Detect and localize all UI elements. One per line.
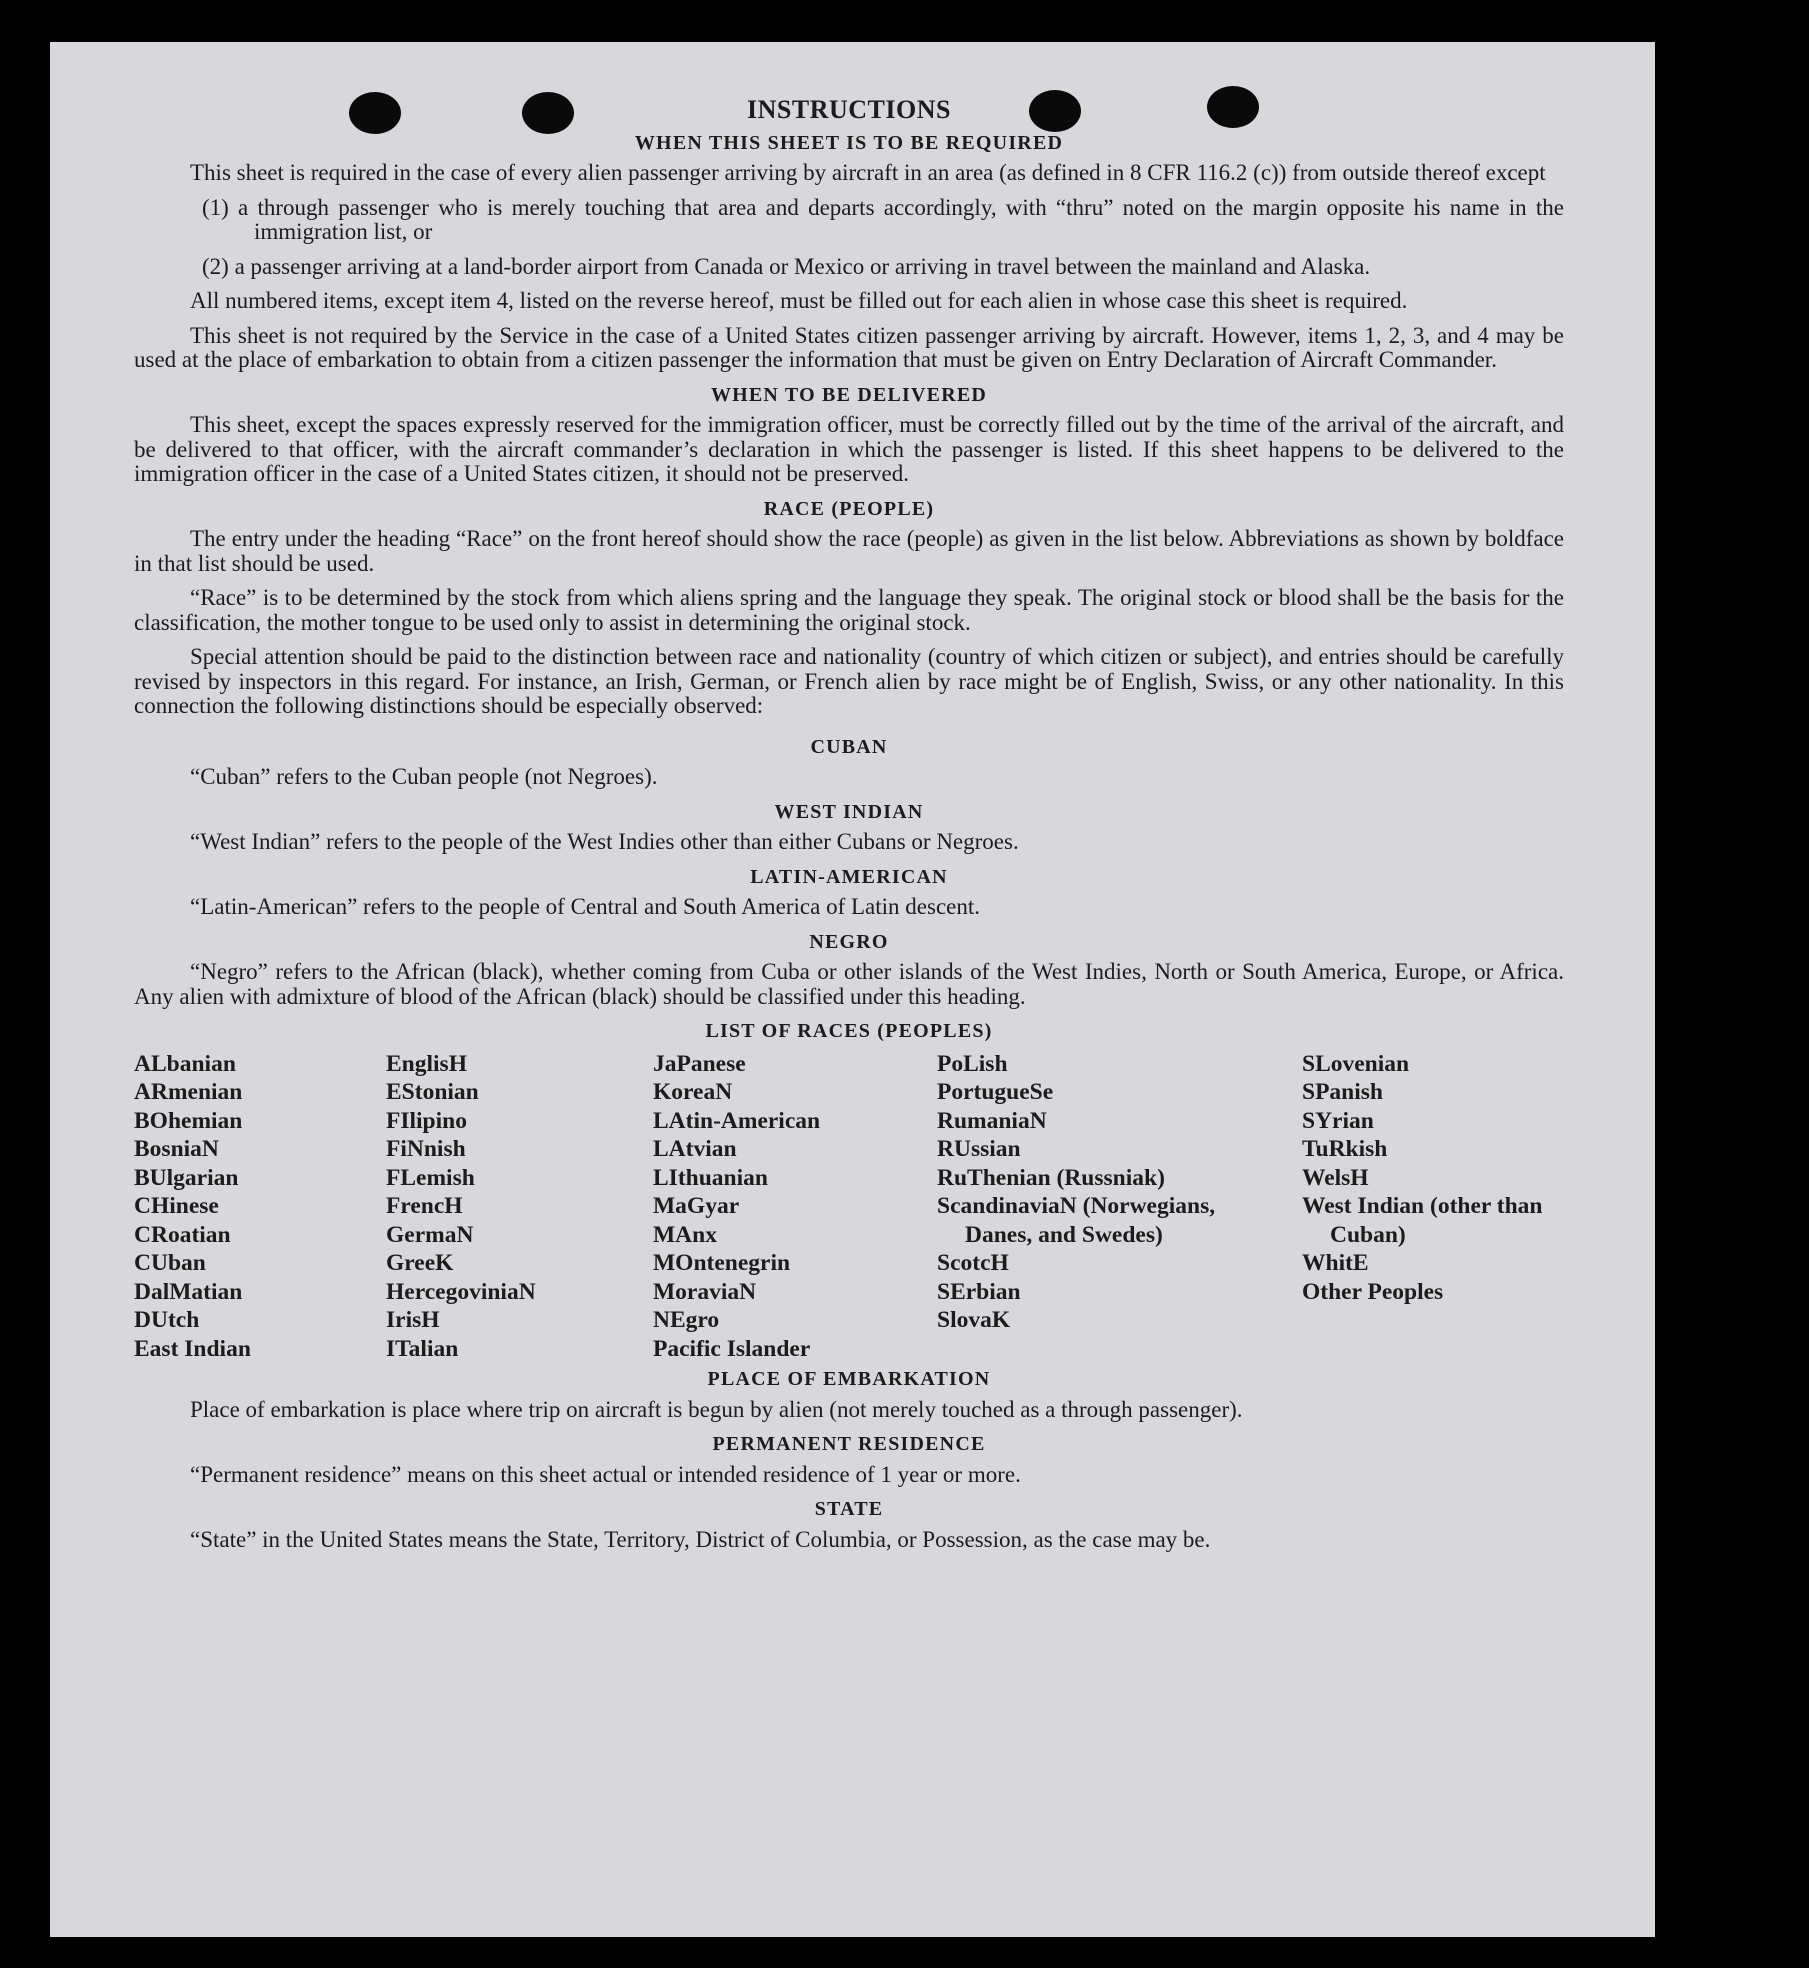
race-entry: ALbanian	[134, 1050, 236, 1077]
race-entry: CHinese	[134, 1193, 219, 1219]
section-heading-when-required: WHEN THIS SHEET IS TO BE REQUIRED	[634, 131, 1064, 154]
numbered-item: (2) a passenger arriving at a land-border airport from Canada or Mexico or arriving in travel between the mainland and Alaska.	[202, 253, 1371, 279]
paragraph: “Latin-American” refers to the people of Central and South America of Latin descent.	[190, 894, 980, 919]
race-entry: WhitE	[1302, 1250, 1369, 1276]
race-entry: KoreaN	[653, 1079, 733, 1105]
race-entry: MOntenegrin	[653, 1250, 791, 1276]
document-content	[134, 95, 1564, 1562]
race-entry: EnglisH	[386, 1050, 467, 1077]
race-entry: ScandinaviaN (Norwegians, Danes, and Swedes)	[937, 1193, 1216, 1248]
race-entry: ITalian	[386, 1335, 459, 1362]
race-column	[386, 1050, 653, 1364]
race-entry: MaGyar	[653, 1193, 740, 1219]
race-entry: GermaN	[386, 1221, 474, 1248]
race-entry: RumaniaN	[937, 1107, 1047, 1134]
race-entry: TuRkish	[1302, 1136, 1388, 1162]
race-entry: FLemish	[386, 1164, 475, 1191]
race-entry: RuThenian (Russniak)	[937, 1164, 1165, 1191]
section-heading-latin-american: LATIN-AMERICAN	[750, 865, 948, 888]
race-entry: EStonian	[386, 1079, 479, 1105]
race-entry: HercegoviniaN	[386, 1278, 536, 1305]
race-entry: LAtin-American	[653, 1107, 821, 1134]
race-entry: JaPanese	[653, 1050, 746, 1077]
paragraph: All numbered items, except item 4, listed on the reverse hereof, must be filled out for each alien in whose case this sheet is required.	[190, 288, 1408, 313]
race-entry: LIthuanian	[653, 1164, 768, 1191]
section-heading-list-of-races: LIST OF RACES (PEOPLES)	[705, 1020, 993, 1042]
race-entry: FIlipino	[386, 1107, 467, 1134]
race-entry: MoraviaN	[653, 1278, 757, 1305]
document-sheet	[50, 42, 1655, 1937]
section-heading-state: STATE	[814, 1498, 884, 1520]
paragraph: “Cuban” refers to the Cuban people (not Negroes).	[190, 764, 658, 789]
race-entry: MAnx	[653, 1221, 717, 1248]
race-entry: NEgro	[653, 1307, 720, 1333]
numbered-item: (1) a through passenger who is merely touching that area and departs accordingly, with “thru” noted on the margin opposite his name in the immigration list, or	[202, 194, 1564, 244]
section-heading-west-indian: WEST INDIAN	[774, 800, 924, 823]
race-entry: ScotcH	[937, 1250, 1009, 1276]
race-entry: East Indian	[134, 1335, 251, 1362]
section-heading-race: RACE (PEOPLE)	[763, 497, 935, 520]
race-list	[134, 1050, 1564, 1364]
race-entry: RUssian	[937, 1136, 1021, 1162]
section-heading-when-delivered: WHEN TO BE DELIVERED	[710, 383, 988, 406]
race-column	[134, 1050, 386, 1364]
race-entry: SPanish	[1302, 1079, 1383, 1105]
section-heading-negro: NEGRO	[809, 930, 889, 953]
paragraph: This sheet is required in the case of every alien passenger arriving by aircraft in an area (as defined in 8 CFR 116.2 (c)) from outside thereof except	[190, 160, 1546, 185]
paragraph: “Permanent residence” means on this sheet actual or intended residence of 1 year or more.	[190, 1461, 1021, 1487]
race-entry: WelsH	[1302, 1164, 1369, 1191]
race-entry: SlovaK	[937, 1307, 1011, 1333]
race-entry: FrencH	[386, 1193, 463, 1219]
race-entry: SErbian	[937, 1278, 1021, 1305]
race-entry: BUlgarian	[134, 1164, 239, 1191]
race-entry: FiNnish	[386, 1136, 466, 1162]
race-entry: PortugueSe	[937, 1079, 1054, 1105]
race-column	[1302, 1050, 1564, 1364]
race-entry: Other Peoples	[1302, 1278, 1444, 1305]
race-entry: West Indian (other than Cuban)	[1302, 1193, 1543, 1248]
paragraph: “West Indian” refers to the people of the West Indies other than either Cubans or Negroes.	[190, 829, 1019, 854]
race-entry: LAtvian	[653, 1136, 737, 1162]
race-entry: CUban	[134, 1250, 206, 1276]
race-entry: Pacific Islander	[653, 1335, 811, 1362]
paragraph: The entry under the heading “Race” on the front hereof should show the race (people) as given in the list below. Abbreviations as shown by boldface in that list should be used.	[134, 526, 1564, 576]
paragraph: “State” in the United States means the State, Territory, District of Columbia, or Possession, as the case may be.	[190, 1526, 1211, 1552]
race-entry: BOhemian	[134, 1107, 243, 1134]
section-heading-cuban: CUBAN	[810, 735, 888, 758]
race-entry: DalMatian	[134, 1278, 243, 1305]
race-entry: IrisH	[386, 1307, 440, 1333]
race-entry: CRoatian	[134, 1221, 231, 1248]
paragraph: Special attention should be paid to the distinction between race and nationality (country of which citizen or subject), and entries should be carefully revised by inspectors in this regard. For instance, an Irish, German, or French alien by race might be of English, Swiss, or any other nationality. In this connection the following distinctions should be especially observed:	[134, 644, 1564, 718]
race-column	[937, 1050, 1302, 1364]
race-column	[653, 1050, 937, 1364]
race-entry: PoLish	[937, 1050, 1008, 1077]
section-heading-permanent-residence: PERMANENT RESIDENCE	[712, 1433, 986, 1455]
race-entry: SYrian	[1302, 1107, 1374, 1134]
paragraph: This sheet is not required by the Service in the case of a United States citizen passenger arriving by aircraft. However, items 1, 2, 3, and 4 may be used at the place of embarkation to obtain from a citizen passenger the information that must be given on Entry Declaration of Aircraft Commander.	[134, 322, 1564, 372]
race-entry: DUtch	[134, 1307, 200, 1333]
paragraph: “Race” is to be determined by the stock from which aliens spring and the language they speak. The original stock or blood shall be the basis for the classification, the mother tongue to be used only to assist in determining the original stock.	[134, 585, 1564, 635]
page-title: INSTRUCTIONS	[747, 95, 951, 124]
race-entry: BosniaN	[134, 1136, 219, 1162]
race-entry: SLovenian	[1302, 1050, 1410, 1077]
section-heading-embarkation: PLACE OF EMBARKATION	[707, 1368, 991, 1390]
paragraph: Place of embarkation is place where trip on aircraft is begun by alien (not merely touched as a through passenger).	[190, 1396, 1243, 1422]
paragraph: “Negro” refers to the African (black), whether coming from Cuba or other islands of the West Indies, North or South America, Europe, or Africa. Any alien with admixture of blood of the African (black) should be classified under this heading.	[134, 959, 1564, 1009]
race-entry: ARmenian	[134, 1079, 243, 1105]
race-entry: GreeK	[386, 1250, 454, 1276]
paragraph: This sheet, except the spaces expressly reserved for the immigration officer, must be correctly filled out by the time of the arrival of the aircraft, and be delivered to that officer, with the aircraft commander’s declaration in which the passenger is listed. If this sheet happens to be delivered to the immigration officer in the case of a United States citizen, it should not be preserved.	[134, 412, 1564, 486]
